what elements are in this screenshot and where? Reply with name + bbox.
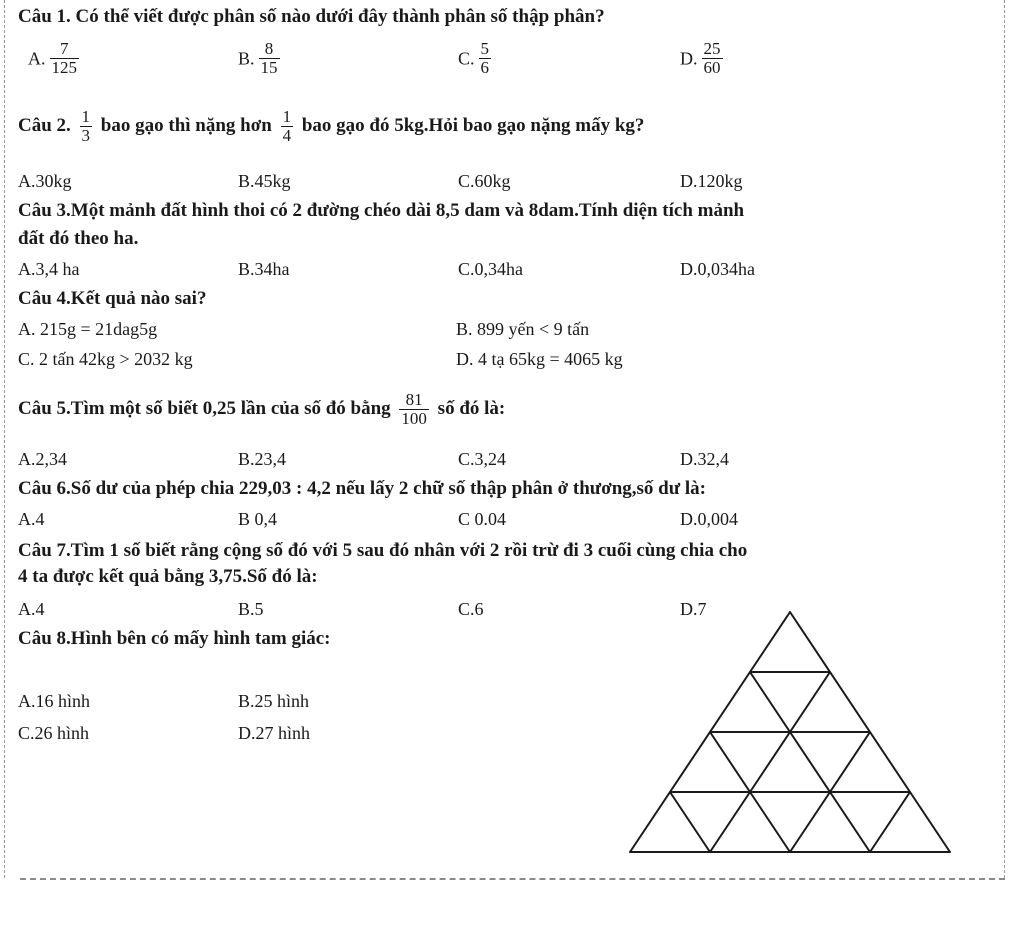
- question-5: [18, 387, 505, 431]
- diag-r-3: [670, 792, 710, 852]
- fraction: $\frac{8}{15}$: [260, 39, 278, 77]
- q2-option-b: B.45kg: [238, 171, 291, 191]
- fraction: $\frac{25}{60}$: [703, 39, 721, 77]
- question-3-text: Một mảnh đất hình thoi có 2 đường chéo dài 8,5 dam và 8dam.Tính diện tích mảnh: [70, 200, 745, 221]
- question-7-text: Tìm 1 số biết rằng cộng số đó với 5 sau đó nhân với 2 rồi trừ đi 3 cuối cùng chia cho: [70, 540, 748, 561]
- q6-option-d: D.0,004: [680, 509, 738, 529]
- triangle-figure: [625, 608, 955, 856]
- fraction-one-third: $\frac{1}{3}$: [81, 107, 91, 146]
- question-6-number: Câu 6.: [18, 478, 71, 499]
- q7-option-c: C.6: [458, 599, 484, 619]
- diag-l-3: [870, 792, 910, 852]
- question-1-text: Có thể viết được phân số nào dưới đây thành phân số thập phân?: [70, 6, 605, 27]
- question-7-number: Câu 7.: [18, 540, 71, 561]
- q7-option-a: A.4: [18, 599, 45, 619]
- question-4: [18, 288, 206, 310]
- q8-option-d: D.27 hình: [238, 723, 310, 743]
- question-6-text: Số dư của phép chia 229,03 : 4,2 nếu lấy 2 chữ số thập phân ở thương,số dư là:: [70, 478, 706, 499]
- fraction: $\frac{5}{6}$: [480, 39, 490, 77]
- q5-option-b: B.23,4: [238, 449, 287, 469]
- question-4-text: Kết quả nào sai?: [70, 288, 207, 309]
- q4-option-d: D. 4 tạ 65kg = 4065 kg: [456, 349, 623, 369]
- q4-option-a: A. 215g = 21dag5g: [18, 319, 158, 339]
- q3-option-a: A.3,4 ha: [18, 259, 80, 279]
- question-2-number: Câu 2.: [18, 115, 71, 136]
- q8-option-c: C.26 hình: [18, 723, 90, 743]
- question-2-text: bao gạo thì nặng hơn: [100, 115, 272, 136]
- question-3-line-2: đất đó theo ha.: [18, 228, 139, 249]
- question-5-suffix: số đó là:: [437, 398, 506, 419]
- question-5-text: Tìm một số biết 0,25 lần của số đó bằng: [70, 398, 391, 419]
- q4-option-c: C. 2 tấn 42kg > 2032 kg: [18, 349, 193, 369]
- q6-option-a: A.4: [18, 509, 45, 529]
- q8-option-b: B.25 hình: [238, 691, 310, 711]
- q5-option-a: A.2,34: [18, 449, 67, 469]
- left-margin-line: [4, 0, 5, 878]
- question-8-number: Câu 8.: [18, 628, 71, 649]
- question-7-line-1: [18, 540, 747, 562]
- q1-option-c: C. $\frac{5}{6}$: [458, 39, 490, 77]
- question-6: [18, 478, 706, 500]
- q2-option-d: D.120kg: [680, 171, 743, 191]
- fraction: $\frac{7}{125}$: [51, 39, 77, 77]
- q5-option-c: C.3,24: [458, 449, 507, 469]
- question-2-suffix: bao gạo đó 5kg.Hỏi bao gạo nặng mấy kg?: [301, 115, 645, 136]
- question-1: [18, 6, 605, 28]
- q7-option-d: D.7: [680, 599, 707, 619]
- q2-option-c: C.60kg: [458, 171, 511, 191]
- question-3-line-1: [18, 200, 744, 222]
- q1-option-d: D. $\frac{25}{60}$: [680, 39, 721, 77]
- q7-option-b: B.5: [238, 599, 264, 619]
- diag-r-1: [750, 672, 870, 852]
- question-8: [18, 628, 331, 650]
- q1-option-a: A. $\frac{7}{125}$: [28, 39, 77, 77]
- q8-option-a: A.16 hình: [18, 691, 90, 711]
- fraction-one-quarter: $\frac{1}{4}$: [282, 107, 292, 146]
- question-3-number: Câu 3.: [18, 200, 71, 221]
- q2-option-a: A.30kg: [18, 171, 72, 191]
- q1-option-b: B. $\frac{8}{15}$: [238, 39, 278, 77]
- question-5-number: Câu 5.: [18, 398, 71, 419]
- q6-option-b: B 0,4: [238, 509, 278, 529]
- question-4-number: Câu 4.: [18, 288, 71, 309]
- q3-option-c: C.0,34ha: [458, 259, 523, 279]
- q3-option-d: D.0,034ha: [680, 259, 755, 279]
- q5-option-d: D.32,4: [680, 449, 729, 469]
- question-8-text: Hình bên có mấy hình tam giác:: [70, 628, 331, 649]
- question-7-line-2: 4 ta được kết quả bằng 3,75.Số đó là:: [18, 566, 318, 587]
- q4-option-b: B. 899 yến < 9 tấn: [456, 319, 590, 339]
- question-1-number: Câu 1.: [18, 6, 71, 27]
- right-margin-line: [1004, 0, 1005, 878]
- q6-option-c: C 0.04: [458, 509, 507, 529]
- diag-l-1: [710, 672, 830, 852]
- bottom-dashed-line: [20, 878, 1005, 880]
- fraction-81-100: $\frac{81}{100}$: [401, 390, 427, 429]
- question-2: [18, 104, 644, 148]
- q3-option-b: B.34ha: [238, 259, 290, 279]
